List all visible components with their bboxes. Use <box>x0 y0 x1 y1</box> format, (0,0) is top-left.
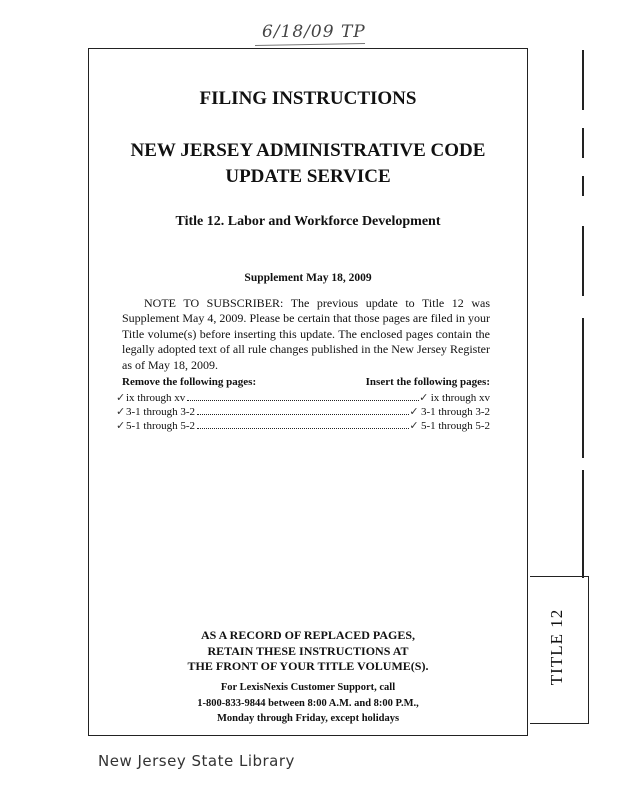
insert-pages: 3-1 through 3-2 <box>420 406 490 418</box>
retain-notice-line2: RETAIN THESE INSTRUCTIONS AT <box>207 643 409 658</box>
edge-line <box>582 226 584 296</box>
retain-notice-line1: AS A RECORD OF REPLACED PAGES, <box>200 628 416 642</box>
checkmark-icon: ✓ <box>116 406 126 418</box>
leader-dots <box>187 400 418 401</box>
remove-pages: 5-1 through 5-2 <box>126 420 196 432</box>
insert-pages: ix through xv <box>430 392 490 404</box>
checkmark-icon: ✓ <box>116 420 126 432</box>
code-title <box>88 138 528 190</box>
support-line3: Monday through Friday, except holidays <box>216 713 400 724</box>
title-subject: Title 12. Labor and Workforce Development <box>175 214 441 229</box>
leader-dots <box>197 428 409 429</box>
code-title-line1: NEW JERSEY ADMINISTRATIVE CODE <box>130 140 486 161</box>
retain-notice <box>88 628 528 675</box>
page-list <box>116 390 490 432</box>
remove-pages: 3-1 through 3-2 <box>126 406 196 418</box>
handwritten-date-note: 6/18/09 TP <box>262 22 366 42</box>
leader-dots <box>197 414 409 415</box>
insert-pages: 5-1 through 5-2 <box>420 420 490 432</box>
page-row <box>116 404 490 418</box>
checkmark-icon: ✓ <box>409 420 419 432</box>
subscriber-note: NOTE TO SUBSCRIBER: The previous update to Title 12 was Supplement May 4, 2009. Please be certain that those pages are filed in your Title volume(s) before inserting this update. The enclosed pages contain the legally adopted text of all rule changes published in the New Jersey Register as of May 18, 2009. <box>122 296 490 372</box>
checkmark-icon: ✓ <box>409 406 419 418</box>
code-title-line2: UPDATE SERVICE <box>225 166 391 187</box>
remove-pages: ix through xv <box>126 392 186 404</box>
filing-instructions-heading: FILING INSTRUCTIONS <box>199 88 417 109</box>
support-line2: 1-800-833-9844 between 8:00 A.M. and 8:00 P.M., <box>197 697 419 709</box>
checkmark-icon: ✓ <box>116 392 126 404</box>
retain-notice-line3: THE FRONT OF YOUR TITLE VOLUME(S). <box>187 659 429 673</box>
page-row <box>116 418 490 432</box>
customer-support <box>88 680 528 727</box>
support-line1: For LexisNexis Customer Support, call <box>220 682 396 693</box>
edge-line <box>582 318 584 458</box>
insert-header: Insert the following pages: <box>365 376 490 388</box>
supplement-date: Supplement May 18, 2009 <box>244 272 372 284</box>
title-tab-text: TITLE 12 <box>547 608 567 686</box>
edge-line <box>582 50 584 110</box>
page-row <box>116 390 490 404</box>
edge-line <box>582 176 584 196</box>
edge-line <box>582 128 584 158</box>
checkmark-icon: ✓ <box>419 392 429 404</box>
edge-line <box>582 470 584 578</box>
remove-header: Remove the following pages: <box>122 376 257 388</box>
handwritten-underline <box>255 43 365 46</box>
title-tab-label <box>537 582 577 712</box>
library-stamp: New Jersey State Library <box>98 752 295 770</box>
